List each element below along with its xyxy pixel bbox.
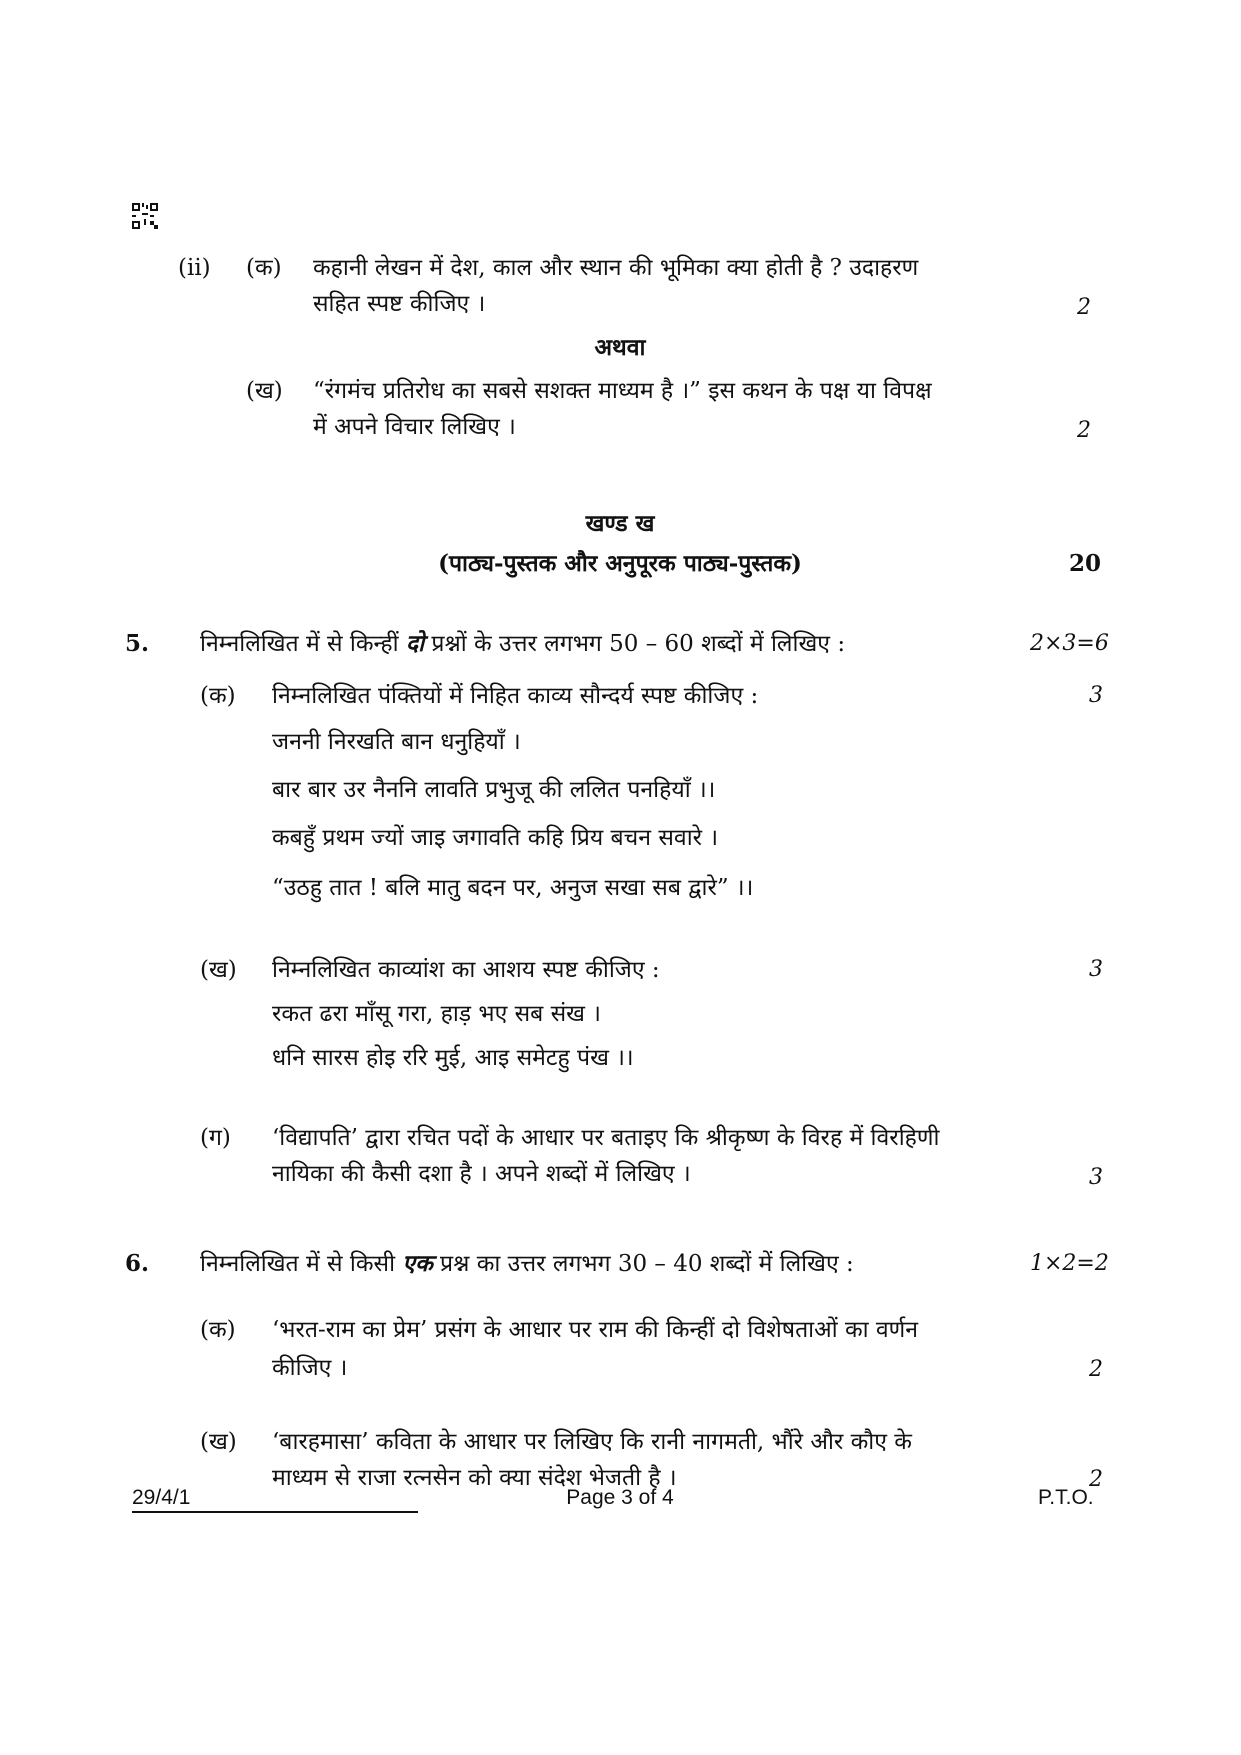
verse-line: बार बार उर नैननि लावति प्रभुजू की ललित पनहियाँ ।। bbox=[272, 777, 716, 803]
question-number: 5. bbox=[125, 630, 150, 657]
question-number: 6. bbox=[125, 1250, 150, 1277]
option-label: (ग) bbox=[200, 1125, 231, 1151]
question-text-line: निम्नलिखित काव्यांश का आशय स्पष्ट कीजिए : bbox=[272, 957, 660, 983]
question-text-line: कहानी लेखन में देश, काल और स्थान की भूमिका क्या होती है ? उदाहरण bbox=[313, 255, 919, 281]
option-label: (ख) bbox=[200, 957, 237, 983]
verse-line: धनि सारस होइ ररि मुई, आइ समेटहु पंख ।। bbox=[272, 1045, 634, 1071]
question-text-line: माध्यम से राजा रत्नसेन को क्या संदेश भेजती है । bbox=[272, 1465, 677, 1491]
marks: 2 bbox=[1089, 1357, 1103, 1382]
verse-line: जननी निरखति बान धनुहियाँ । bbox=[272, 729, 521, 755]
marks: 3 bbox=[1089, 957, 1103, 982]
question-text-line: ‘भरत-राम का प्रेम’ प्रसंग के आधार पर राम की किन्हीं दो विशेषताओं का वर्णन bbox=[272, 1317, 919, 1343]
or-label: अथवा bbox=[594, 334, 646, 361]
option-label: (ख) bbox=[246, 378, 283, 404]
option-label: (क) bbox=[200, 1317, 236, 1343]
marks: 2 bbox=[1077, 295, 1091, 320]
marks: 2 bbox=[1077, 418, 1091, 443]
section-title: खण्ड ख bbox=[585, 510, 655, 537]
question-text-line: निम्नलिखित पंक्तियों में निहित काव्य सौन्दर्य स्पष्ट कीजिए : bbox=[272, 683, 759, 709]
marks: 2×3=6 bbox=[1030, 631, 1109, 656]
section-subtitle: (पाठ्य-पुस्तक और अनुपूरक पाठ्य-पुस्तक) bbox=[438, 550, 802, 577]
section-marks: 20 bbox=[1069, 550, 1102, 577]
verse-line: रकत ढरा माँसू गरा, हाड़ भए सब संख । bbox=[272, 1001, 601, 1027]
verse-line: कबहुँ प्रथम ज्यों जाइ जगावति कहि प्रिय बचन सवारे । bbox=[272, 825, 719, 851]
marks: 3 bbox=[1089, 683, 1103, 708]
option-label: (ख) bbox=[200, 1429, 237, 1455]
qr-code-icon bbox=[132, 203, 158, 229]
question-instruction: निम्नलिखित में से किन्हीं दो प्रश्नों के उत्तर लगभग 50 – 60 शब्दों में लिखिए : bbox=[200, 630, 846, 657]
pto-label: P.T.O. bbox=[1038, 1486, 1094, 1509]
question-text-line: में अपने विचार लिखिए । bbox=[313, 414, 516, 440]
question-text-line: ‘बारहमासा’ कविता के आधार पर लिखिए कि रानी नागमती, भौंरे और कौए के bbox=[272, 1429, 912, 1455]
question-instruction: निम्नलिखित में से किसी एक प्रश्न का उत्तर लगभग 30 – 40 शब्दों में लिखिए : bbox=[200, 1250, 854, 1277]
question-text-line: नायिका की कैसी दशा है । अपने शब्दों में लिखिए । bbox=[272, 1161, 691, 1187]
verse-line: “उठहु तात ! बलि मातु बदन पर, अनुज सखा सब द्वारे” ।। bbox=[272, 875, 754, 901]
question-number: (ii) bbox=[178, 255, 211, 281]
marks: 1×2=2 bbox=[1030, 1251, 1109, 1276]
page-number: Page 3 of 4 bbox=[566, 1486, 674, 1509]
option-label: (क) bbox=[246, 255, 282, 281]
paper-code: 29/4/1 bbox=[132, 1486, 191, 1509]
footer-rule bbox=[132, 1511, 418, 1513]
question-text-line: “रंगमंच प्रतिरोध का सबसे सशक्त माध्यम है ।” इस कथन के पक्ष या विपक्ष bbox=[313, 378, 932, 404]
question-text-line: ‘विद्यापति’ द्वारा रचित पदों के आधार पर बताइए कि श्रीकृष्ण के विरह में विरहिणी bbox=[272, 1125, 940, 1151]
option-label: (क) bbox=[200, 683, 236, 709]
marks: 3 bbox=[1089, 1165, 1103, 1190]
question-text-line: सहित स्पष्ट कीजिए । bbox=[313, 291, 486, 317]
question-text-line: कीजिए । bbox=[272, 1355, 348, 1381]
marks: 2 bbox=[1089, 1467, 1103, 1492]
